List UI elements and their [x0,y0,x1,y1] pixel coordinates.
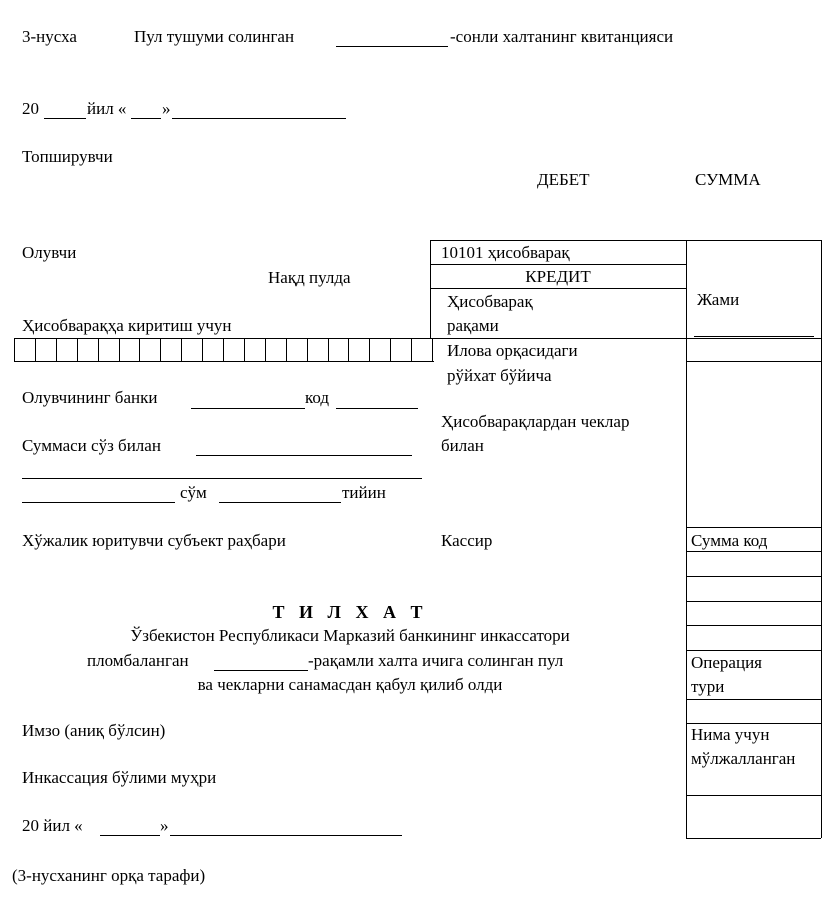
summasi-soz-blank[interactable] [196,455,412,456]
receipt-line1: Ўзбекистон Республикаси Марказий банкининг инкассатори [130,626,570,645]
date-year-word: йил « [87,99,127,118]
kassir-label: Кассир [441,531,493,550]
side-row-line-8 [686,699,821,700]
jami-underline [694,336,814,337]
kod-blank[interactable] [336,408,418,409]
table-left-border [430,240,431,338]
footer-day-blank[interactable] [100,835,160,836]
side-row-line-4 [686,576,821,577]
table-right-border [821,240,822,838]
digit-box-divider [369,338,370,361]
back-side-note: (3-нусханинг орқа тарафи) [12,866,206,885]
receipt-title: Т И Л Х А Т [272,602,428,622]
oluvchi-label: Олувчи [22,243,77,262]
tiyin-label: тийин [342,483,386,502]
operatsiya-line2: тури [691,677,725,696]
digit-box-divider [202,338,203,361]
digit-box-divider [181,338,182,361]
jami-label: Жами [697,290,740,309]
table-row-line-2 [430,288,686,289]
summasi-soz-label: Суммаси сўз билан [22,436,161,455]
receipt-bag-blank[interactable] [214,670,308,671]
digit-box-divider [265,338,266,361]
digit-box-divider [307,338,308,361]
cheklar-line1: Ҳисобварақлардан чеклар [441,412,630,431]
side-row-line-10 [686,795,821,796]
bag-number-blank[interactable] [336,46,448,47]
side-row-line-2 [686,527,821,528]
digit-box-divider [98,338,99,361]
copy-label: 3-нусха [22,27,77,46]
naqd-label: Нақд пулда [268,268,351,287]
title-right: -сонли халтанинг квитанцияси [450,27,674,46]
digit-box-divider [139,338,140,361]
debet-label: ДЕБЕТ [537,170,590,189]
ilova-line1: Илова орқасидаги [447,341,578,360]
digit-box-divider [432,338,433,361]
hisob-kiritish-label: Ҳисобварақҳа киритиш учун [22,316,232,335]
digit-box-divider [411,338,412,361]
receipt-line2-right: -рақамли халта ичига солинган пул [308,651,564,670]
digit-box-divider [56,338,57,361]
digit-box-divider [77,338,78,361]
nima-line2: мўлжалланган [691,749,796,768]
digit-box-divider [348,338,349,361]
side-row-line-3 [686,551,821,552]
account-number: 10101 ҳисобварақ [441,243,570,262]
hisob-raqami-line2: рақами [447,316,499,335]
receipt-line3: ва чекларни санамасдан қабул қилиб олди [197,675,503,694]
digit-box-divider [119,338,120,361]
som-label: сўм [180,483,207,502]
side-row-line-9 [686,723,821,724]
som-blank[interactable] [22,502,175,503]
bank-label: Олувчининг банки [22,388,158,407]
digit-box-divider [160,338,161,361]
day-blank[interactable] [131,118,161,119]
digit-box-divider [35,338,36,361]
bank-blank[interactable] [191,408,305,409]
kod-label: код [305,388,330,407]
cheklar-line2: билан [441,436,484,455]
footer-date-close: » [160,816,169,835]
side-row-line-7 [686,650,821,651]
digit-box-divider [390,338,391,361]
summasi-soz-blank-2[interactable] [22,478,422,479]
footer-date-prefix: 20 йил « [22,816,83,835]
digit-box-divider [286,338,287,361]
digit-row-bottom [14,361,434,362]
tiyin-blank[interactable] [219,502,341,503]
year-blank[interactable] [44,118,86,119]
side-row-line-6 [686,625,821,626]
date-close: » [162,99,171,118]
muhr-label: Инкассация бўлими муҳри [22,768,217,787]
imzo-label: Имзо (аниқ бўлсин) [22,721,166,740]
digit-box-divider [223,338,224,361]
table-row-line-1 [430,264,686,265]
digit-box-divider [328,338,329,361]
month-blank[interactable] [172,118,346,119]
date-prefix: 20 [22,99,39,118]
summa-kod-label: Сумма код [691,531,768,550]
side-row-line-1 [686,361,821,362]
kredit-label: КРЕДИТ [525,267,591,286]
summa-label: СУММА [695,170,761,189]
digit-box-divider [244,338,245,361]
table-mid-border [686,240,687,838]
title-left: Пул тушуми солинган [134,27,295,46]
rahbar-label: Хўжалик юритувчи субъект раҳбари [22,531,286,550]
table-top-border [430,240,821,241]
footer-month-blank[interactable] [170,835,402,836]
nima-line1: Нима учун [691,725,770,744]
digit-row-top [14,338,821,339]
receipt-line2-left: пломбаланган [87,651,189,670]
hisob-raqami-line1: Ҳисобварақ [447,292,533,311]
operatsiya-line1: Операция [691,653,762,672]
side-table-bottom [686,838,821,839]
topshiruvchi-label: Топширувчи [22,147,113,166]
digit-box-divider [14,338,15,361]
ilova-line2: рўйхат бўйича [447,366,552,385]
side-row-line-5 [686,601,821,602]
